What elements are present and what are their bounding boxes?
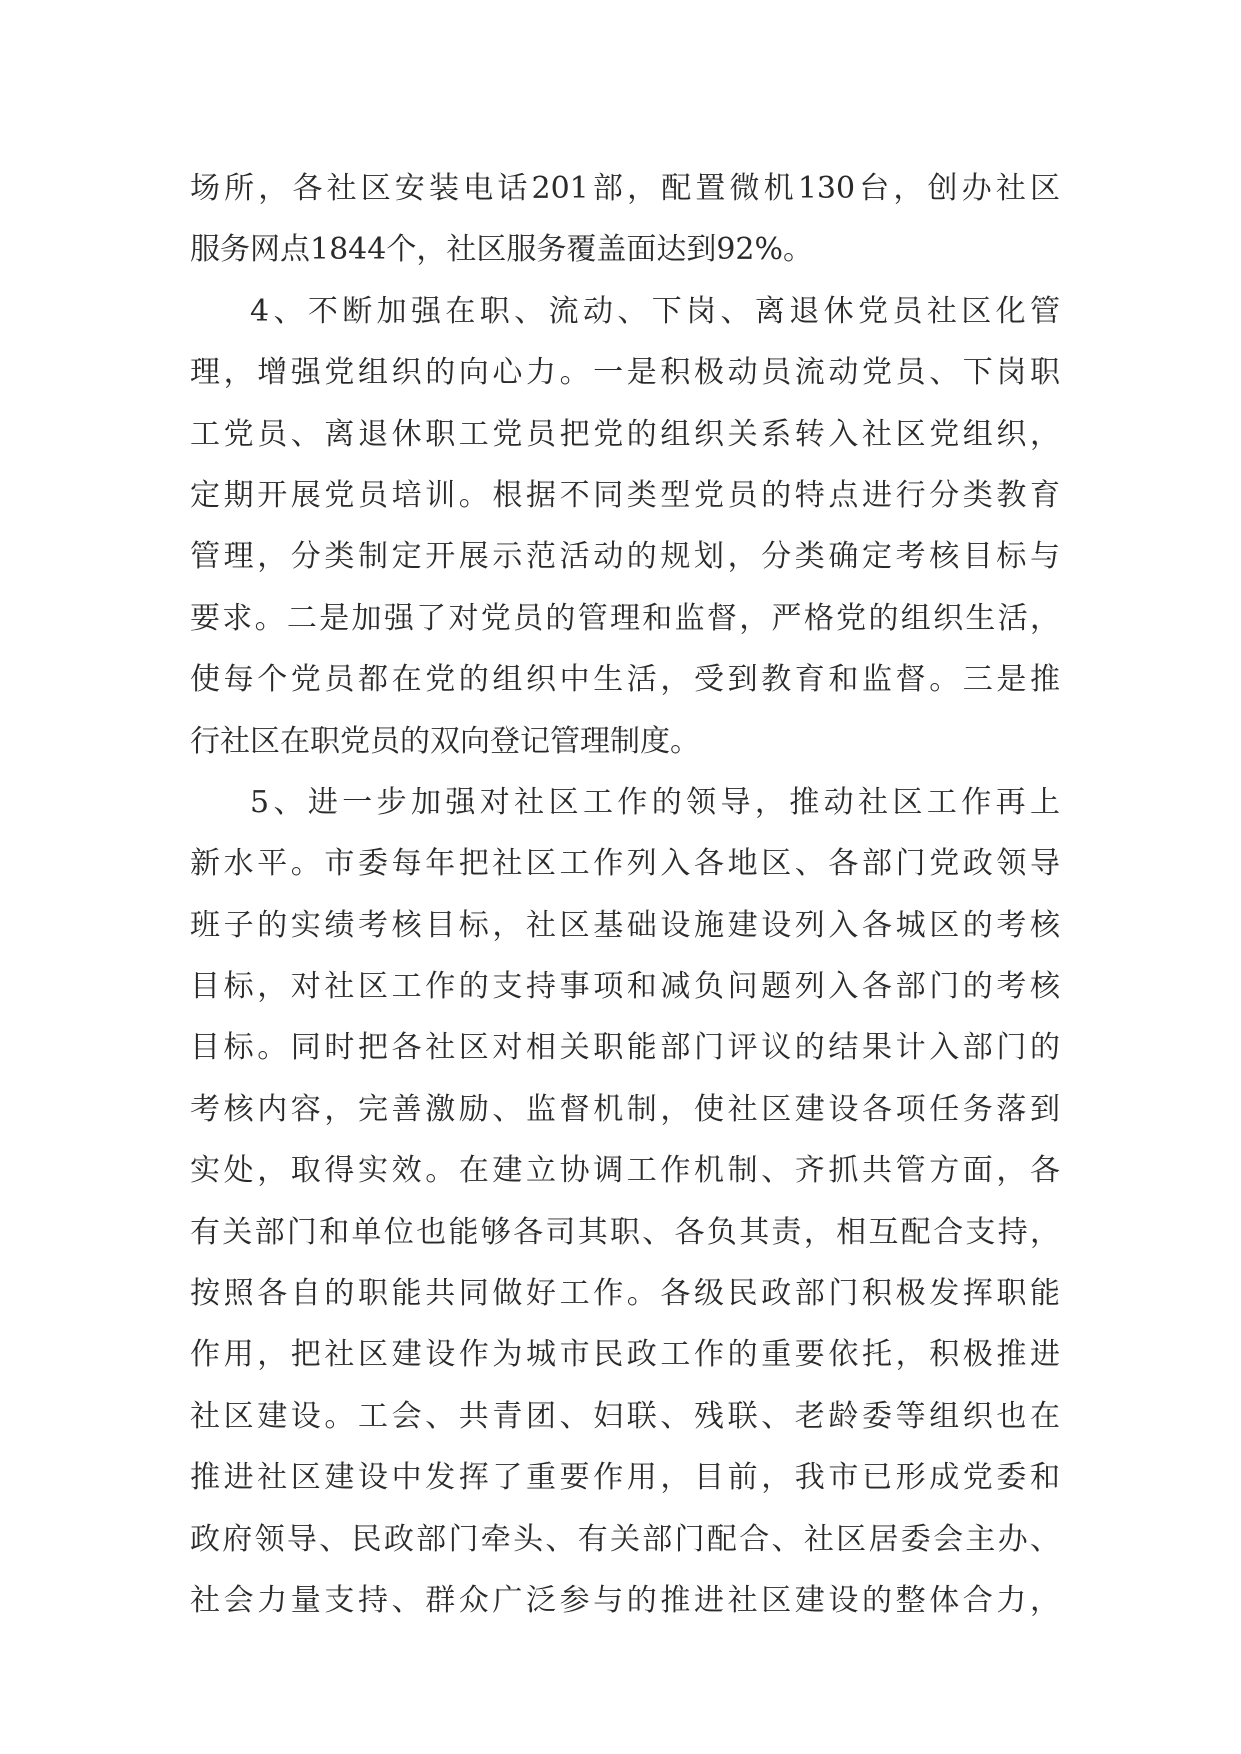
text-line: 实处，取得实效。在建立协调工作机制、齐抓共管方面，各 xyxy=(190,1153,1060,1189)
text-line: 工党员、离退休职工党员把党的组织关系转入社区党组织， xyxy=(190,416,1060,452)
text-line: 作用，把社区建设作为城市民政工作的重要依托，积极推进 xyxy=(190,1337,1060,1373)
text-line: 班子的实绩考核目标，社区基础设施建设列入各城区的考核 xyxy=(190,907,1060,943)
paragraph-start-line: 5、进一步加强对社区工作的领导，推动社区工作再上 xyxy=(250,784,1060,820)
text-line: 按照各自的职能共同做好工作。各级民政部门积极发挥职能 xyxy=(190,1276,1060,1312)
text-line: 行社区在职党员的双向登记管理制度。 xyxy=(190,723,700,759)
text-line: 政府领导、民政部门牵头、有关部门配合、社区居委会主办、 xyxy=(190,1521,1060,1557)
text-line: 管理，分类制定开展示范活动的规划，分类确定考核目标与 xyxy=(190,539,1060,575)
text-line: 新水平。市委每年把社区工作列入各地区、各部门党政领导 xyxy=(190,846,1060,882)
text-line: 服务网点1844个，社区服务覆盖面达到92%。 xyxy=(190,232,814,268)
text-line: 要求。二是加强了对党员的管理和监督，严格党的组织生活， xyxy=(190,600,1060,636)
text-line: 推进社区建设中发挥了重要作用，目前，我市已形成党委和 xyxy=(190,1460,1060,1496)
text-line: 使每个党员都在党的组织中生活，受到教育和监督。三是推 xyxy=(190,662,1060,698)
text-line: 有关部门和单位也能够各司其职、各负其责，相互配合支持， xyxy=(190,1214,1060,1250)
text-line: 考核内容，完善激励、监督机制，使社区建设各项任务落到 xyxy=(190,1091,1060,1127)
text-line: 场所，各社区安装电话201部，配置微机130台，创办社区 xyxy=(190,171,1060,206)
text-line: 理，增强党组织的向心力。一是积极动员流动党员、下岗职 xyxy=(190,355,1060,391)
text-line: 社区建设。工会、共青团、妇联、残联、老龄委等组织也在 xyxy=(190,1398,1060,1434)
paragraph-start-line: 4、不断加强在职、流动、下岗、离退休党员社区化管 xyxy=(250,293,1060,329)
text-line: 定期开展党员培训。根据不同类型党员的特点进行分类教育 xyxy=(190,477,1060,513)
text-line: 目标，对社区工作的支持事项和减负问题列入各部门的考核 xyxy=(190,969,1060,1005)
body-text xyxy=(190,158,1060,1631)
text-line: 目标。同时把各社区对相关职能部门评议的结果计入部门的 xyxy=(190,1030,1060,1066)
text-line: 社会力量支持、群众广泛参与的推进社区建设的整体合力， xyxy=(190,1582,1060,1618)
